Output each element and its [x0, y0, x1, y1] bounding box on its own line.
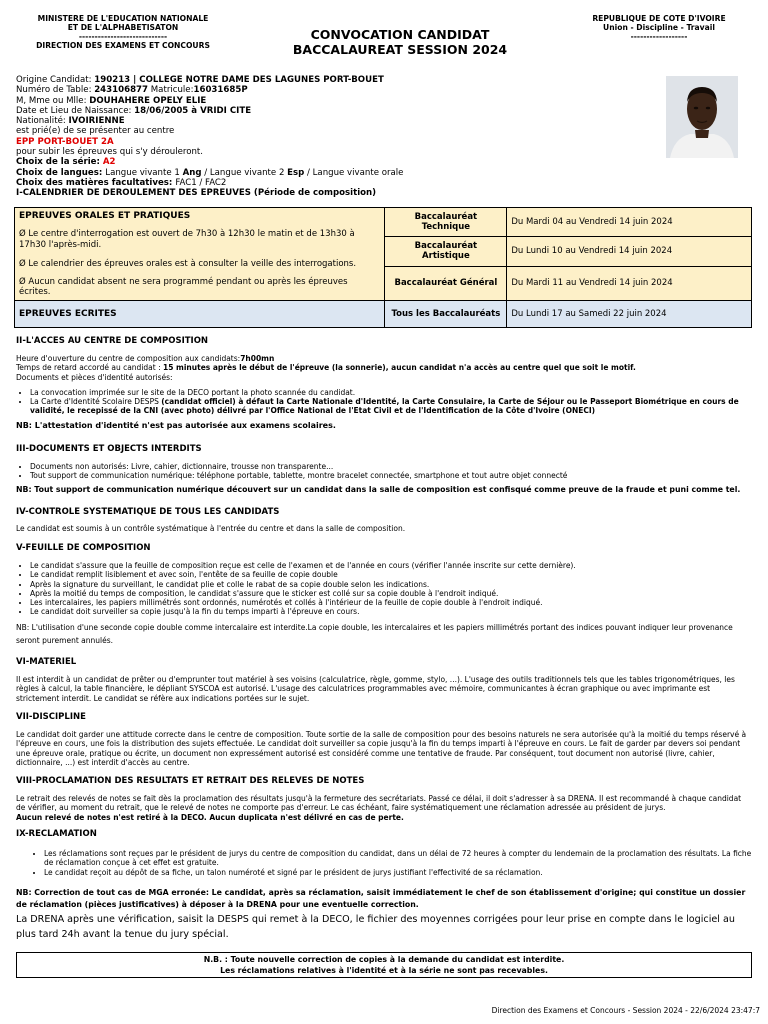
section-2-nb: NB: L'attestation d'identité n'est pas autorisée aux examens scolaires. [16, 421, 336, 430]
ministry-line-3: DIRECTION DES EXAMENS ET CONCOURS [36, 41, 210, 50]
orales-note-2: Ø Le calendrier des épreuves orales est à consulter la veille des interrogations. [19, 259, 357, 269]
orales-cell [15, 208, 385, 301]
footer-line-1: N.B. : Toute nouvelle correction de copies à la demande du candidat est interdite. [203, 955, 565, 964]
birth-value: 18/06/2005 à VRIDI CITE [134, 105, 252, 116]
section-7-text: Le candidat doit garder une attitude correcte dans le centre de composition. Toute sortie de la salle de composition pour des besoins naturels ne sera autorisée qu'à la moitié du temps réservé à l'épreuve en cours, une fois la distribution des sujets effectuée. Le candidat doit surveiller sa copie jusqu'à la fin du temps imparti à l'épreuve en cours. Le fait de garder par devers soi pendant une épreuve orale, pratique ou écrite, un document non expressément autorisé est considéré comme une tentative de fraude. Par conséquent, tout document non autorisé (livre, cahier, dictionnaire, ...) est interdit d'accès au centre. [16, 730, 747, 767]
facultative-label: Choix des matières facultatives: [16, 177, 176, 188]
delay-value: 15 minutes après le début de l'épreuve (la sonnerie), aucun candidat n'a accès au centre quel que soit le motif. [163, 363, 636, 373]
section-5-title: V-FEUILLE DE COMPOSITION [16, 543, 151, 553]
languages-label: Choix de langues: [16, 167, 106, 178]
table-number: 243106877 [94, 85, 149, 96]
dates-artistique: Du Lundi 10 au Vendredi 14 juin 2024 [507, 237, 752, 266]
list-item: • La convocation imprimée sur le site de la DECO portant la photo scannée du candidat. [30, 388, 752, 397]
facultative-line [16, 178, 656, 188]
candidate-name: DOUHAHERE OPELY ELIE [89, 95, 207, 106]
dates-technique: Du Mardi 04 au Vendredi 14 juin 2024 [507, 208, 752, 237]
exam-calendar-table [14, 207, 752, 328]
republic-line-1: REPUBLIQUE DE COTE D'IVOIRE [592, 14, 726, 23]
republic-separator: ------------------ [630, 32, 688, 41]
calendar-title: I-CALENDRIER DE DEROULEMENT DES EPREUVES (Période de composition) [16, 188, 377, 199]
list-item: • Le candidat s'assure que la feuille de composition reçue est celle de l'examen et de l'année en cours (vérifier l'année inscrite sur cette dernière). [30, 561, 752, 570]
print-stamp: Direction des Examens et Concours - Session 2024 - 22/6/2024 23:47:7 [491, 1006, 760, 1015]
origin-label: Origine Candidat: [16, 75, 95, 85]
serie-value: A2 [102, 157, 116, 168]
list-item: • Le candidat doit surveiller sa copie jusqu'à la fin du temps imparti à l'épreuve en cours. [30, 607, 752, 616]
footer-line-2: Les réclamations relatives à l'identité et à la série ne sont pas recevables. [220, 966, 548, 975]
name-line [16, 96, 656, 106]
dates-ecrites: Du Lundi 17 au Samedi 22 juin 2024 [507, 301, 752, 328]
serie-line [16, 157, 656, 167]
lv2-label: / Langue vivante 2 [201, 167, 288, 178]
lv-orale-label: / Langue vivante orale [304, 167, 404, 178]
section-8-text: Le retrait des relevés de notes se fait dès la proclamation des résultats jusqu'à la fermeture des secrétariats. Passé ce délai, il doit s'adresser à sa DRENA. Il est recommandé à chaque candidat de vérifier, au moment du retrait, que le relevé de notes ne comporte pas d'erreur. Le cas échéant, faire systématiquement une réclamation adressée au président de jurys. [16, 794, 742, 813]
nationality-label: Nationalité: [16, 116, 69, 127]
ministry-header [14, 14, 232, 50]
ministry-line-1: MINISTERE DE L'EDUCATION NATIONALE [37, 14, 209, 23]
section-9-title: IX-RECLAMATION [16, 829, 97, 839]
lv1-value: Ang [182, 167, 202, 178]
list-item: • Le candidat remplit lisiblement et avec soin, l'entête de sa feuille de copie double [30, 570, 752, 579]
list-item-text: La Carte d'Identité Scolaire DESPS [30, 397, 162, 407]
exam-technique: Baccalauréat Technique [385, 208, 507, 237]
nationality-line [16, 116, 656, 126]
orales-note-1: Ø Le centre d'interrogation est ouvert de 7h30 à 12h30 le matin et de 13h30 à 17h30 l'après-midi. [19, 229, 355, 250]
section-3-title: III-DOCUMENTS ET OBJECTS INTERDITS [16, 444, 202, 454]
name-label: M, Mme ou Mlle: [16, 95, 90, 106]
section-5-body [16, 561, 752, 617]
title-line-1: CONVOCATION CANDIDAT [310, 27, 490, 42]
section-7-title: VII-DISCIPLINE [16, 712, 86, 722]
table-label: Numéro de Table: [16, 85, 95, 96]
section-8-title: VIII-PROCLAMATION DES RESULTATS ET RETRAIT DES RELEVES DE NOTES [16, 776, 365, 786]
republic-header [580, 14, 738, 41]
section-2-title: II-L'ACCES AU CENTRE DE COMPOSITION [16, 336, 209, 346]
section-3-body [16, 462, 752, 481]
lv2-value: Esp [287, 167, 305, 178]
matricule-label: Matricule: [148, 85, 194, 96]
section-9-nb: NB: Correction de tout cas de MGA erronée: Le candidat, après sa réclamation, saisit immédiatement le chef de son établissement d'origine; qui constitue un dossier de réclamation (pièces justificatives) à déposer à la DRENA pour une eventuelle correction. [16, 888, 746, 909]
list-item: • Le candidat reçoit au dépôt de sa fiche, un talon numéroté et signé par le président de jurys justifiant l'effectivité de sa réclamation. [44, 868, 752, 877]
delay-line [16, 363, 752, 372]
orales-title: EPREUVES ORALES ET PRATIQUES [19, 211, 191, 221]
document-title [260, 27, 540, 57]
serie-label: Choix de la série: [16, 157, 103, 168]
forbidden-list [16, 462, 752, 481]
candidate-identity [16, 75, 656, 199]
section-6-title: VI-MATERIEL [16, 657, 77, 667]
opening-time-label: Heure d'ouverture du centre de composition aux candidats: [16, 354, 241, 363]
opening-time-value: 7h00mn [240, 354, 275, 363]
exam-artistique: Baccalauréat Artistique [385, 237, 507, 266]
drena-text: La DRENA après une vérification, saisit la DESPS qui remet à la DECO, le fichier des moyennes corrigées pour leur prise en compte dans le logiciel au plus tard 24h avant la tenue du jury spécial. [16, 914, 735, 940]
docs-label: Documents et pièces d'identité autorisés: [16, 372, 173, 382]
origin-value: 190213 | COLLEGE NOTRE DAME DES LAGUNES PORT-BOUET [94, 75, 384, 85]
list-item: • Les réclamations sont reçues par le président de jurys du centre de composition du candidat, dans un délai de 72 heures à compter du lendemain de la proclamation des résultats. La fiche de réclamation conçue à cet effet est gratuite. [44, 849, 752, 868]
list-item [30, 397, 752, 416]
languages-line [16, 168, 656, 178]
exam-general: Baccalauréat Général [385, 266, 507, 300]
section-5-nb: NB: L'utilisation d'une seconde copie double comme intercalaire est interdite.La copie double, les intercalaires et les papiers millimétrés portant des indices pouvant indiquer leur provenance seront purement annulés. [16, 623, 733, 645]
lv1-label: Langue vivante 1 [105, 167, 183, 178]
section-4-text: Le candidat est soumis à un contrôle systématique à l'entrée du centre et dans la salle de composition. [16, 524, 406, 533]
reclamation-list [30, 849, 752, 877]
exam-tous: Tous les Baccalauréats [385, 301, 507, 328]
section-2-body [16, 354, 752, 416]
section-8-body [16, 794, 752, 822]
matricule-value: 16031685P [193, 85, 248, 96]
opening-time-line [16, 354, 752, 363]
republic-line-2: Union - Discipline - Travail [603, 23, 715, 32]
table-line [16, 85, 656, 95]
subir-text: pour subir les épreuves qui s'y dérouleront. [16, 147, 204, 158]
list-item: • Après la signature du surveillant, le candidat plie et colle le rabat de sa copie double selon les indications. [30, 580, 752, 589]
section-4-title: IV-CONTROLE SYSTEMATIQUE DE TOUS LES CANDIDATS [16, 507, 280, 517]
nationality-value: IVOIRIENNE [68, 116, 125, 127]
section-6-text: Il est interdit à un candidat de prêter ou d'emprunter tout matériel à ses voisins (calculatrice, règle, gomme, stylo, ...). L'usage des outils traditionnels tels que les tables trigonométriques, les règles à calcul, la table financière, le dépliant SYSCOA est autorisé. L'usage des calculatrices programmables avec mémoire, communicantes à écran graphique ou avec imprimante est strictement interdit. Le candidat se réfère aux indications portées sur le sujet. [16, 675, 735, 703]
birth-label: Date et Lieu de Naissance: [16, 105, 135, 116]
section-8-bold: Aucun relevé de notes n'est retiré à la DECO. Aucun duplicata n'est délivré en cas de perte. [16, 812, 404, 822]
title-line-2: BACCALAUREAT SESSION 2024 [292, 42, 508, 57]
delay-label: Temps de retard accordé au candidat : [16, 363, 163, 373]
origin-line [16, 75, 656, 85]
footer-notice [16, 952, 752, 978]
list-item: • Après la moitié du temps de composition, le candidat s'assure que le sticker est collé sur sa copie double à l'endroit indiqué. [30, 589, 752, 598]
candidate-photo [666, 76, 738, 158]
orales-note-3: Ø Aucun candidat absent ne sera programmé pendant ou après les épreuves écrites. [19, 277, 348, 297]
dates-general: Du Mardi 11 au Vendredi 14 juin 2024 [507, 266, 752, 300]
present-text: est prié(e) de se présenter au centre [16, 126, 175, 137]
list-item: • Documents non autorisés: Livre, cahier, dictionnaire, trousse non transparente... [30, 462, 752, 471]
ministry-separator: ---------------------------- [78, 32, 168, 41]
ecrites-title: EPREUVES ECRITES [15, 301, 385, 328]
allowed-docs-list [16, 388, 752, 416]
list-item: • Tout support de communication numérique: téléphone portable, tablette, montre bracelet connectée, smartphone et tout autre objet connecté [30, 471, 752, 480]
composition-sheet-list [16, 561, 752, 617]
section-3-nb: NB: Tout support de communication numérique découvert sur un candidat dans la salle de composition est confisqué comme preuve de la fraude et puni comme tel. [16, 485, 741, 494]
birth-line [16, 106, 656, 116]
facultative-value: FAC1 / FAC2 [175, 177, 227, 188]
exam-center: EPP PORT-BOUET 2A [16, 136, 114, 147]
ministry-line-2: ET DE L'ALPHABETISATON [67, 23, 179, 32]
list-item-bold: (candidat officiel) à défaut la Carte Nationale d'Identité, la Carte Consulaire, la Carte de Séjour ou le Passeport Biométrique en cours de validité, le recepissé de la CNI (avec photo) délivré par l'Office National de l'Etat Civil et de l'Identification de la Côte d'Ivoire (ONECI) [30, 397, 739, 416]
section-9-body [30, 849, 752, 877]
list-item: • Les intercalaires, les papiers millimétrés sont ordonnés, numérotés et collés à l'intérieur de la feuille de copie double à l'endroit indiqué. [30, 598, 752, 607]
